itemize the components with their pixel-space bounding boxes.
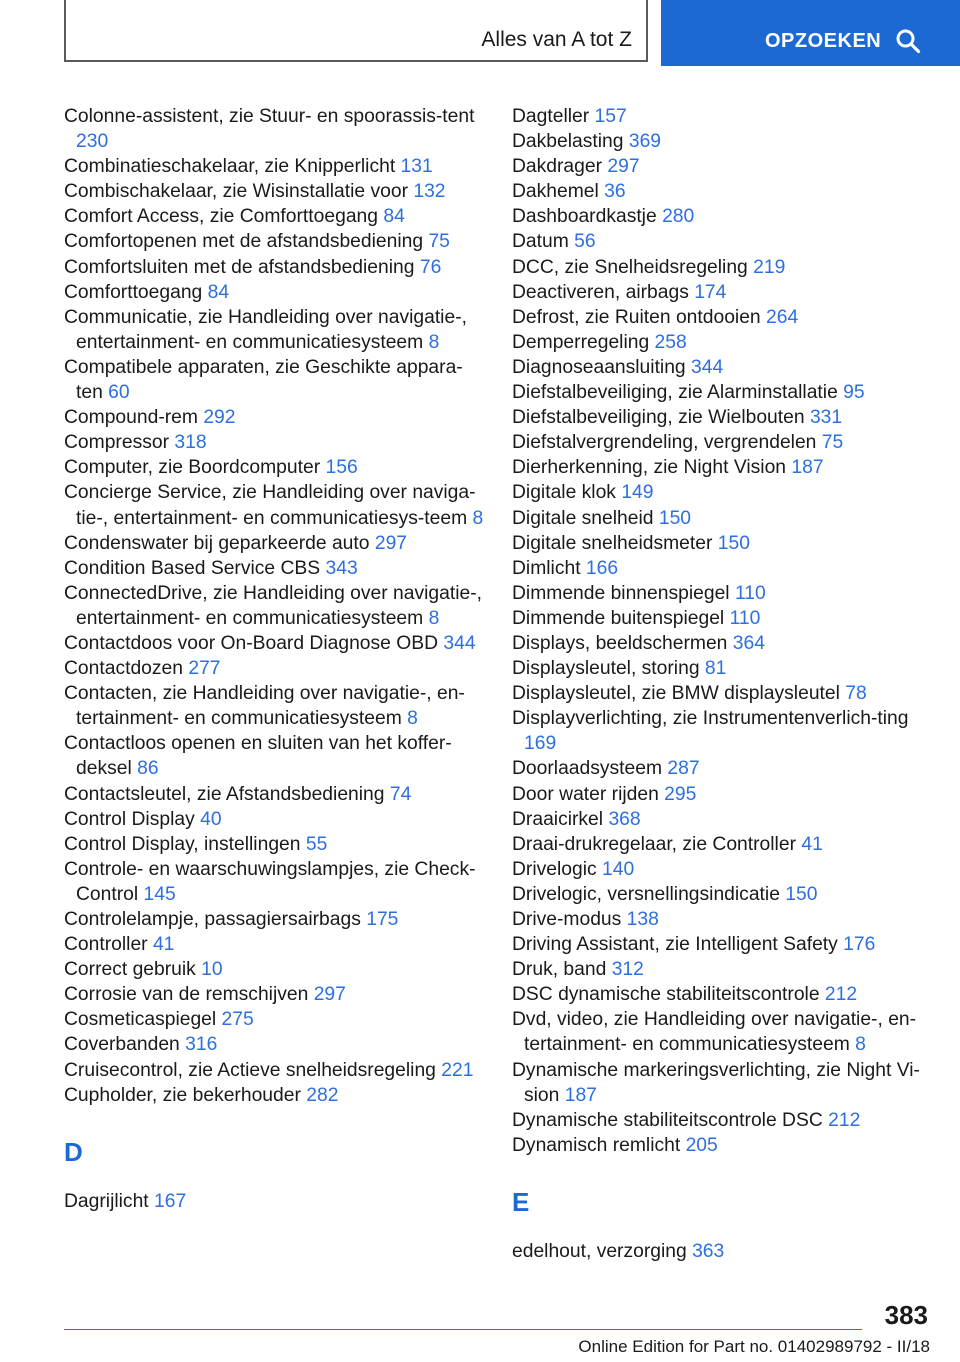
index-entry[interactable] [64, 907, 484, 932]
page-link[interactable]: 138 [626, 909, 659, 930]
entry-term: Contactdoos voor On-Board Diagnose OBD [64, 632, 439, 654]
page-link[interactable]: 175 [366, 909, 399, 930]
page-link[interactable]: 212 [824, 984, 858, 1006]
entry-term: Combischakelaar, zie Wisinstallatie voor [64, 181, 408, 203]
entry-term: ConnectedDrive, zie Handleiding over navigatie-, entertainment- en communicatiesysteem [64, 582, 482, 629]
entry-term: Druk, band [512, 959, 607, 981]
entry-term: Door water rijden [512, 783, 659, 805]
page-link[interactable]: 81 [704, 658, 727, 680]
page-link[interactable]: 205 [685, 1134, 718, 1156]
entry-term: Dimlicht [512, 557, 581, 579]
entry-term: Diagnoseaansluiting [512, 356, 686, 378]
index-entry[interactable] [512, 1058, 932, 1108]
page-link[interactable]: 275 [221, 1009, 254, 1031]
index-column-left [64, 104, 484, 1214]
page-link[interactable]: 78 [845, 683, 867, 705]
entry-term: Condition Based Service CBS [64, 557, 321, 579]
page-link[interactable]: 344 [691, 356, 724, 378]
entry-term: Coverbanden [64, 1034, 180, 1056]
index-entry[interactable] [64, 656, 484, 681]
index-entry[interactable] [64, 782, 484, 807]
entry-term: Concierge Service, zie Handleiding over naviga‐tie-, entertainment- en communicatiesys‐teem [64, 482, 476, 529]
page-link[interactable]: 318 [174, 432, 207, 454]
index-entry[interactable] [512, 556, 932, 581]
index-entry[interactable] [64, 104, 484, 154]
page-link[interactable]: 363 [692, 1240, 725, 1262]
page-link[interactable]: 297 [607, 156, 640, 178]
page-link[interactable]: 41 [152, 934, 175, 956]
entry-term: DCC, zie Snelheidsregeling [512, 256, 748, 278]
page-link[interactable]: 8 [472, 507, 484, 529]
page-link[interactable]: 157 [594, 106, 627, 127]
page-link[interactable]: 8 [855, 1034, 866, 1056]
index-entry[interactable] [512, 455, 932, 480]
index-entry[interactable] [512, 807, 932, 832]
index-entry[interactable] [512, 280, 932, 305]
page-link[interactable]: 110 [729, 607, 761, 629]
index-entry[interactable] [64, 857, 484, 907]
entry-term: Dynamische stabiliteitscontrole DSC [512, 1109, 823, 1131]
page-link[interactable]: 169 [524, 733, 557, 755]
page-link[interactable]: 230 [76, 131, 109, 153]
entry-term: Diefstalbeveiliging, zie Alarminstallatie [512, 382, 838, 404]
index-entry[interactable] [64, 731, 484, 781]
page-link[interactable]: 368 [608, 808, 641, 830]
page-link[interactable]: 277 [188, 658, 221, 680]
page-link[interactable]: 212 [828, 1109, 861, 1131]
page-link[interactable]: 219 [753, 256, 786, 278]
entry-term: Cosmeticaspiegel [64, 1009, 217, 1031]
index-entry[interactable] [64, 556, 484, 581]
index-entry[interactable] [512, 631, 932, 656]
index-entry[interactable] [512, 982, 932, 1007]
edition-footer: Online Edition for Part no. 01402989792 - II/18 [578, 1337, 930, 1356]
entry-term: edelhout, verzorging [512, 1240, 687, 1262]
page-link[interactable]: 56 [574, 231, 596, 253]
entry-term: Corrosie van de remschijven [64, 984, 309, 1006]
index-entry[interactable] [512, 380, 932, 405]
index-entry[interactable] [512, 531, 932, 556]
index-entry[interactable] [512, 1007, 932, 1057]
entry-term: Control Display, instellingen [64, 833, 301, 855]
index-entry[interactable] [64, 1189, 484, 1214]
page-link[interactable]: 110 [734, 582, 766, 604]
page-link[interactable]: 297 [313, 984, 346, 1006]
entry-term: Compound-rem [64, 407, 198, 429]
entry-term: Contactdozen [64, 658, 183, 680]
index-entry[interactable] [512, 1239, 932, 1264]
page-link[interactable]: 132 [413, 181, 446, 203]
page-link[interactable]: 60 [108, 382, 130, 404]
entry-term: Displaysleutel, storing [512, 658, 700, 680]
page-link[interactable]: 40 [200, 808, 222, 830]
index-entry[interactable] [64, 581, 484, 631]
search-tab-label: OPZOEKEN [765, 30, 882, 52]
entry-term: Condenswater bij geparkeerde auto [64, 532, 370, 554]
page-link[interactable]: 150 [785, 883, 818, 905]
page-link[interactable]: 174 [694, 281, 727, 303]
entry-term: Contactloos openen en sluiten van het koffer‐deksel [64, 733, 452, 780]
entry-term: Contactsleutel, zie Afstandsbediening [64, 783, 385, 805]
index-entry[interactable] [64, 355, 484, 405]
entry-term: Comfort Access, zie Comforttoegang [64, 206, 378, 228]
entry-term: Comforttoegang [64, 281, 203, 303]
page-link[interactable]: 145 [143, 883, 176, 905]
index-entry[interactable] [512, 857, 932, 882]
index-entry[interactable] [64, 305, 484, 355]
page-link[interactable]: 176 [843, 934, 876, 956]
entry-term: Dimmende buitenspiegel [512, 607, 725, 629]
entry-term: Digitale klok [512, 482, 616, 504]
section-e [512, 1187, 932, 1264]
page-link[interactable]: 292 [203, 407, 236, 429]
index-entry[interactable] [64, 455, 484, 480]
page-link[interactable]: 280 [662, 206, 695, 228]
index-entry[interactable] [512, 782, 932, 807]
index-entry[interactable] [64, 480, 484, 530]
entry-term: Driving Assistant, zie Intelligent Safety [512, 934, 838, 956]
index-entry[interactable] [64, 204, 484, 229]
entry-term: Cruisecontrol, zie Actieve snelheidsregeling [64, 1059, 436, 1081]
entry-term: Displaysleutel, zie BMW displaysleutel [512, 683, 840, 705]
page-link[interactable]: 75 [428, 231, 450, 253]
entry-term: Comfortsluiten met de afstandsbediening [64, 256, 415, 278]
page-link[interactable]: 76 [419, 256, 442, 278]
index-entry[interactable] [512, 129, 932, 154]
page-link[interactable]: 75 [821, 432, 844, 454]
page-link[interactable]: 369 [628, 131, 662, 153]
section-letter: D [64, 1136, 83, 1167]
index-entry[interactable] [512, 681, 932, 706]
index-entry[interactable] [512, 756, 932, 781]
index-entry[interactable] [64, 154, 484, 179]
index-tab-label: Alles van A tot Z [481, 28, 632, 51]
index-entry[interactable] [512, 430, 932, 455]
index-entry[interactable] [512, 656, 932, 681]
page-link[interactable]: 84 [207, 281, 230, 303]
page-link[interactable]: 295 [664, 783, 697, 805]
entry-term: Controle- en waarschuwingslampjes, zie Check-Control [64, 858, 476, 905]
entry-term: Deactiveren, airbags [512, 281, 689, 303]
index-entry[interactable] [64, 531, 484, 556]
page-link[interactable]: 150 [658, 507, 692, 529]
entry-list-left [64, 104, 484, 1108]
index-entry[interactable] [64, 255, 484, 280]
page-link[interactable]: 140 [602, 858, 635, 880]
index-entry[interactable] [512, 255, 932, 280]
page-link[interactable]: 343 [325, 557, 358, 579]
entry-term: Computer, zie Boordcomputer [64, 457, 321, 479]
index-column-right [512, 104, 932, 1264]
page-link[interactable]: 8 [407, 708, 418, 730]
index-entry[interactable] [512, 305, 932, 330]
page-link[interactable]: 187 [564, 1084, 597, 1106]
entry-list-right [512, 104, 932, 1158]
index-entry[interactable] [512, 907, 932, 932]
index-entry[interactable] [512, 1108, 932, 1133]
entry-term: Cupholder, zie bekerhouder [64, 1084, 301, 1106]
index-entry[interactable] [512, 832, 932, 857]
page-link[interactable]: 86 [137, 758, 159, 780]
index-entry[interactable] [512, 104, 932, 129]
entry-term: Communicatie, zie Handleiding over navigatie-, entertainment- en communicatiesysteem [64, 306, 467, 353]
entry-term: Drivelogic [512, 858, 597, 880]
index-entry[interactable] [512, 1133, 932, 1158]
footer-divider [64, 1329, 862, 1330]
entry-term: Demperregeling [512, 331, 650, 353]
page-link[interactable]: 150 [717, 532, 750, 554]
page-link[interactable]: 282 [306, 1084, 339, 1106]
index-entry[interactable] [512, 229, 932, 254]
entry-term: DSC dynamische stabiliteitscontrole [512, 984, 820, 1006]
entry-term: Dakhemel [512, 181, 599, 203]
entry-term: Control Display [64, 808, 195, 830]
search-icon [895, 28, 921, 54]
index-entry[interactable] [64, 807, 484, 832]
entry-term: Defrost, zie Ruiten ontdooien [512, 306, 761, 328]
page-link[interactable]: 95 [843, 382, 865, 404]
index-entry[interactable] [512, 932, 932, 957]
page-link[interactable]: 166 [585, 557, 619, 579]
entry-term: Digitale snelheidsmeter [512, 532, 713, 554]
entry-term: Dashboardkastje [512, 206, 657, 228]
page-link[interactable]: 36 [604, 181, 626, 203]
entry-term: Doorlaadsysteem [512, 758, 663, 780]
index-entry[interactable] [64, 1032, 484, 1057]
page-link[interactable]: 287 [667, 758, 700, 780]
index-entry[interactable] [512, 581, 932, 606]
page-link[interactable]: 167 [154, 1190, 187, 1212]
page-number: 383 [884, 1300, 928, 1330]
entry-term: Dynamische markeringsverlichting, zie Night Vi‐sion [512, 1059, 920, 1106]
index-entry[interactable] [512, 957, 932, 982]
index-entry[interactable] [64, 405, 484, 430]
entry-term: Datum [512, 231, 569, 253]
index-entry[interactable] [64, 1058, 484, 1083]
index-entry[interactable] [512, 506, 932, 531]
entry-term: Dakbelasting [512, 131, 624, 153]
index-entry[interactable] [512, 882, 932, 907]
entry-term: Colonne-assistent, zie Stuur- en spoorassis‐tent [64, 106, 475, 127]
page-link[interactable]: 316 [185, 1034, 218, 1056]
entry-term: Draai-drukregelaar, zie Controller [512, 833, 796, 855]
page-link[interactable]: 74 [389, 783, 412, 805]
index-entry[interactable] [64, 179, 484, 204]
page-link[interactable]: 55 [305, 833, 328, 855]
index-entry[interactable] [512, 179, 932, 204]
page-link[interactable]: 8 [428, 331, 440, 353]
page-link[interactable]: 41 [801, 833, 823, 855]
index-entry[interactable] [512, 154, 932, 179]
index-entry[interactable] [64, 631, 484, 656]
entry-term: Compressor [64, 432, 170, 454]
entry-term: Dierherkenning, zie Night Vision [512, 457, 787, 479]
entry-term: Controlelampje, passagiersairbags [64, 909, 361, 930]
page-link[interactable]: 221 [441, 1059, 474, 1081]
entry-term: Controller [64, 934, 148, 956]
page-header [0, 0, 960, 66]
index-entry[interactable] [64, 932, 484, 957]
entry-term: Dimmende binnenspiegel [512, 582, 730, 604]
index-entry[interactable] [512, 355, 932, 380]
page-link[interactable]: 84 [383, 206, 405, 228]
page-link[interactable]: 149 [621, 482, 654, 504]
index-entry[interactable] [64, 982, 484, 1007]
page-link[interactable]: 8 [428, 607, 440, 629]
page-link[interactable]: 312 [611, 959, 644, 981]
entry-term: Dvd, video, zie Handleiding over navigatie-, en‐tertainment- en communicatiesysteem [512, 1009, 917, 1056]
index-entry[interactable] [512, 706, 932, 756]
entry-term: Contacten, zie Handleiding over navigatie-, en‐tertainment- en communicatiesysteem [64, 683, 465, 730]
entry-term: Drive-modus [512, 909, 622, 930]
entry-term: Dynamisch remlicht [512, 1134, 681, 1156]
entry-term: Dagteller [512, 106, 590, 127]
index-entry[interactable] [64, 957, 484, 982]
index-entry[interactable] [64, 280, 484, 305]
section-d [64, 1137, 484, 1214]
index-entry[interactable] [64, 1083, 484, 1108]
entry-term: Drivelogic, versnellingsindicatie [512, 883, 780, 905]
index-tab[interactable] [64, 0, 648, 62]
index-entry[interactable] [64, 681, 484, 731]
index-entry[interactable] [512, 480, 932, 505]
page-link[interactable]: 344 [443, 632, 476, 654]
search-tab-button[interactable] [661, 0, 960, 66]
index-entry[interactable] [64, 1007, 484, 1032]
entry-term: Compatibele apparaten, zie Geschikte appara‐ten [64, 356, 463, 404]
entry-term: Dagrijlicht [64, 1190, 149, 1212]
index-entry[interactable] [512, 405, 932, 430]
page-link[interactable]: 258 [654, 331, 687, 353]
index-entry[interactable] [512, 606, 932, 631]
page-link[interactable]: 264 [766, 306, 799, 328]
entry-term: Correct gebruik [64, 959, 196, 981]
page-link[interactable]: 364 [732, 632, 765, 654]
index-entry[interactable] [64, 229, 484, 254]
index-entry[interactable] [64, 832, 484, 857]
entry-term: Dakdrager [512, 156, 603, 178]
entry-term: Displays, beeldschermen [512, 632, 728, 654]
entry-term: Diefstalbeveiliging, zie Wielbouten [512, 407, 805, 429]
entry-term: Comfortopenen met de afstandsbediening [64, 231, 424, 253]
entry-term: Draaicirkel [512, 808, 604, 830]
page-link[interactable]: 297 [374, 532, 408, 554]
index-entry[interactable] [64, 430, 484, 455]
section-letter: E [512, 1186, 530, 1217]
index-entry[interactable] [512, 204, 932, 229]
page-link[interactable]: 187 [791, 457, 824, 479]
index-entry[interactable] [512, 330, 932, 355]
page-link[interactable]: 331 [809, 407, 843, 429]
entry-term: Displayverlichting, zie Instrumentenverlich‐ting [512, 708, 909, 730]
entry-term: Digitale snelheid [512, 507, 654, 529]
page-link[interactable]: 156 [325, 457, 358, 479]
page-link[interactable]: 131 [400, 156, 433, 178]
page-link[interactable]: 10 [201, 959, 223, 981]
entry-term: Combinatieschakelaar, zie Knipperlicht [64, 156, 396, 178]
entry-term: Diefstalvergrendeling, vergrendelen [512, 432, 817, 454]
